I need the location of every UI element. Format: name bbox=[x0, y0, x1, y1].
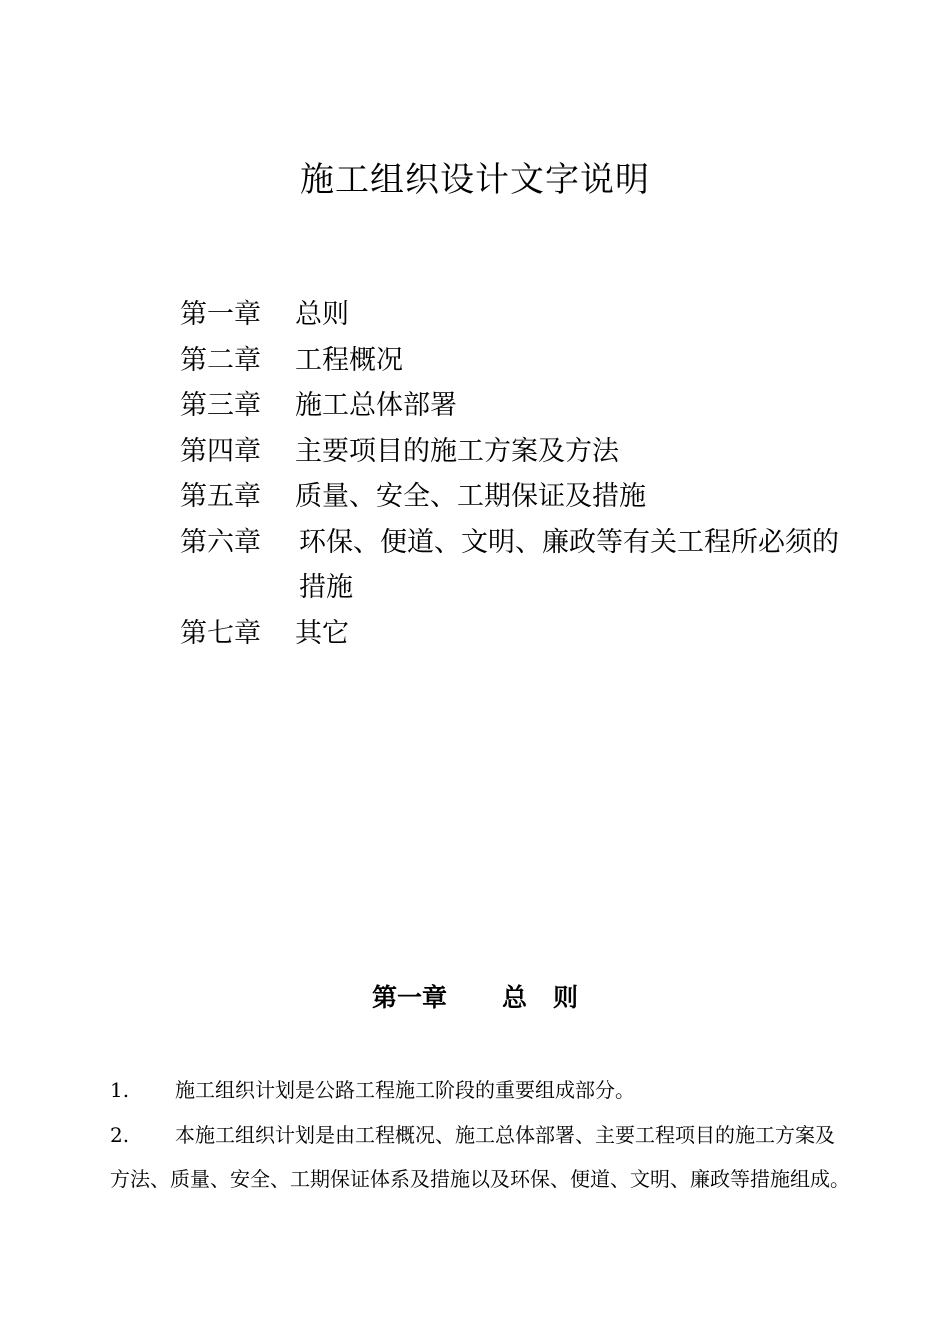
toc-chapter-label: 第四章 bbox=[180, 435, 261, 467]
toc-chapter-title: 其它 bbox=[295, 617, 349, 649]
toc-chapter-label: 第三章 bbox=[180, 390, 261, 421]
chapter-heading bbox=[0, 978, 950, 1018]
toc-item bbox=[180, 383, 860, 429]
toc-chapter-title: 工程概况 bbox=[295, 344, 403, 376]
toc-item bbox=[180, 292, 860, 338]
toc-item bbox=[180, 520, 860, 611]
toc-item bbox=[180, 474, 860, 520]
chapter-title-part: 总 bbox=[501, 983, 527, 1012]
toc-chapter-title: 质量、安全、工期保证及措施 bbox=[295, 481, 646, 512]
toc-item bbox=[180, 338, 860, 384]
toc-chapter-label: 第五章 bbox=[180, 481, 261, 512]
toc-chapter-title: 环保、便道、文明、廉政等有关工程所必须的措施 bbox=[299, 526, 839, 603]
toc-item bbox=[180, 429, 860, 475]
chapter-body bbox=[110, 1068, 850, 1202]
paragraph-number: 2. bbox=[110, 1122, 130, 1147]
chapter-title-part: 则 bbox=[553, 983, 579, 1012]
paragraph-number: 1. bbox=[110, 1078, 130, 1102]
chapter-label: 第一章 bbox=[371, 983, 447, 1012]
toc-chapter-label: 第二章 bbox=[180, 344, 261, 376]
paragraph-text: 施工组织计划是公路工程施工阶段的重要组成部分。 bbox=[175, 1078, 635, 1102]
toc-chapter-title: 施工总体部署 bbox=[295, 390, 457, 421]
toc-chapter-label: 第六章 bbox=[180, 526, 261, 558]
page-title: 施工组织设计文字说明 bbox=[300, 160, 650, 200]
toc-chapter-title: 主要项目的施工方案及方法 bbox=[295, 435, 619, 467]
table-of-contents bbox=[180, 292, 860, 656]
paragraph bbox=[110, 1068, 850, 1113]
paragraph bbox=[110, 1113, 850, 1202]
toc-chapter-label: 第一章 bbox=[180, 299, 261, 330]
toc-chapter-label: 第七章 bbox=[180, 617, 261, 649]
toc-item bbox=[180, 611, 860, 657]
paragraph-text: 本施工组织计划是由工程概况、施工总体部署、主要工程项目的施工方案及方法、质量、安全、工期保证体系及措施以及环保、便道、文明、廉政等措施组成。 bbox=[110, 1122, 850, 1191]
toc-chapter-title: 总则 bbox=[295, 299, 349, 330]
